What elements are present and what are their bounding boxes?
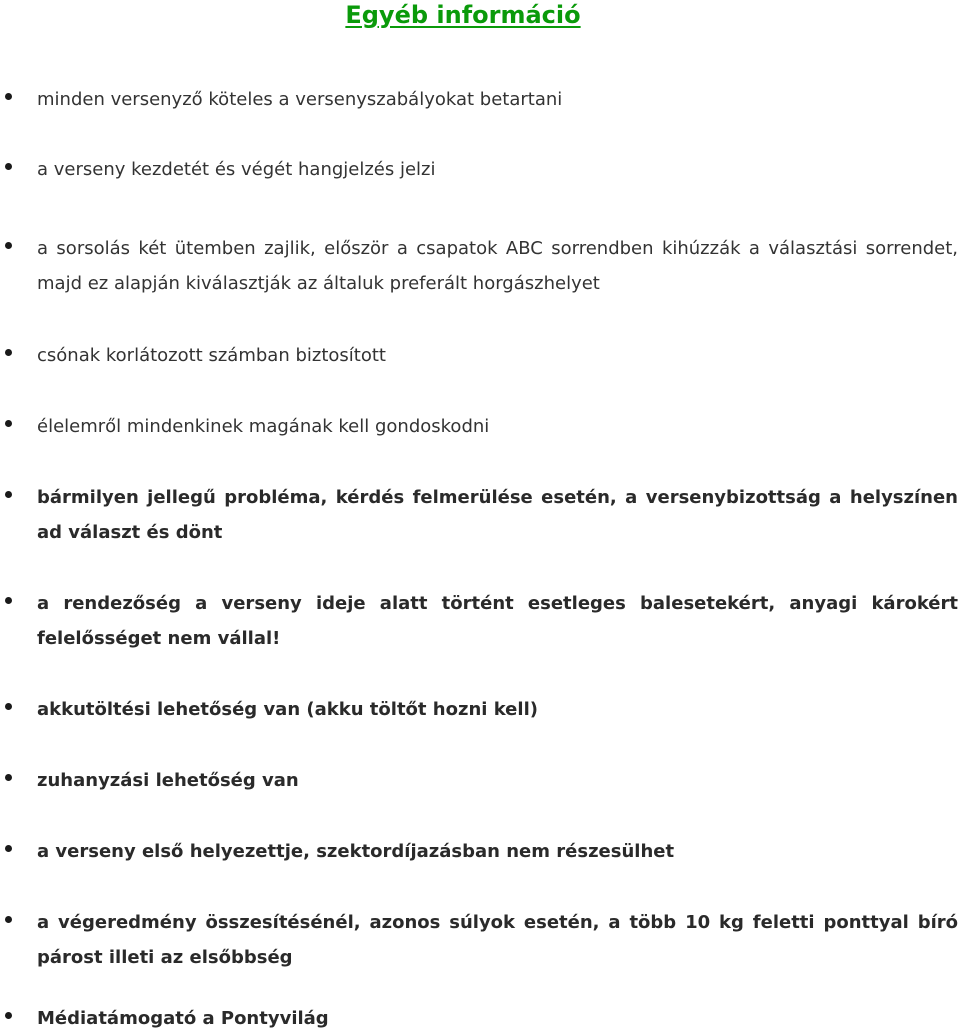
list-item-text: a végeredmény összesítésénél, azonos súlyok esetén, a több 10 kg feletti ponttyal bíró párost illeti az elsőbbség	[37, 912, 958, 968]
bullet-icon	[5, 703, 12, 710]
bullet-icon	[5, 597, 12, 604]
bullet-icon	[5, 242, 12, 249]
bullet-icon	[5, 93, 12, 100]
list-item-text: a sorsolás két ütemben zajlik, először a csapatok ABC sorrendben kihúzzák a választási sorrendet, majd ez alapján kiválasztják az általuk preferált horgászhelyet	[37, 238, 958, 294]
bullet-icon	[5, 420, 12, 427]
bullet-icon	[5, 916, 12, 923]
bullet-icon	[5, 1012, 12, 1019]
list-item-text: akkutöltési lehetőség van (akku töltőt hozni kell)	[37, 699, 538, 720]
list-item-text: bármilyen jellegű probléma, kérdés felmerülése esetén, a versenybizottság a helyszínen ad választ és dönt	[37, 487, 958, 543]
list-item-text: a verseny első helyezettje, szektordíjazásban nem részesülhet	[37, 841, 675, 862]
list-item-text: csónak korlátozott számban biztosított	[37, 345, 386, 366]
bullet-icon	[5, 774, 12, 781]
bullet-icon	[5, 349, 12, 356]
list-item-text: a verseny kezdetét és végét hangjelzés jelzi	[37, 159, 436, 180]
list-item-text: élelemről mindenkinek magának kell gondoskodni	[37, 416, 490, 437]
list-item-text: minden versenyző köteles a versenyszabályokat betartani	[37, 89, 563, 110]
list-item-text: zuhanyzási lehetőség van	[37, 770, 299, 791]
list-item-text: a rendezőség a verseny ideje alatt történt esetleges balesetekért, anyagi károkért felelősséget nem vállal!	[37, 593, 958, 649]
page-title: Egyéb információ	[345, 1, 581, 29]
bullet-icon	[5, 163, 12, 170]
bullet-icon	[5, 845, 12, 852]
list-item-text: Médiatámogató a Pontyvilág	[37, 1008, 329, 1029]
bullet-icon	[5, 491, 12, 498]
